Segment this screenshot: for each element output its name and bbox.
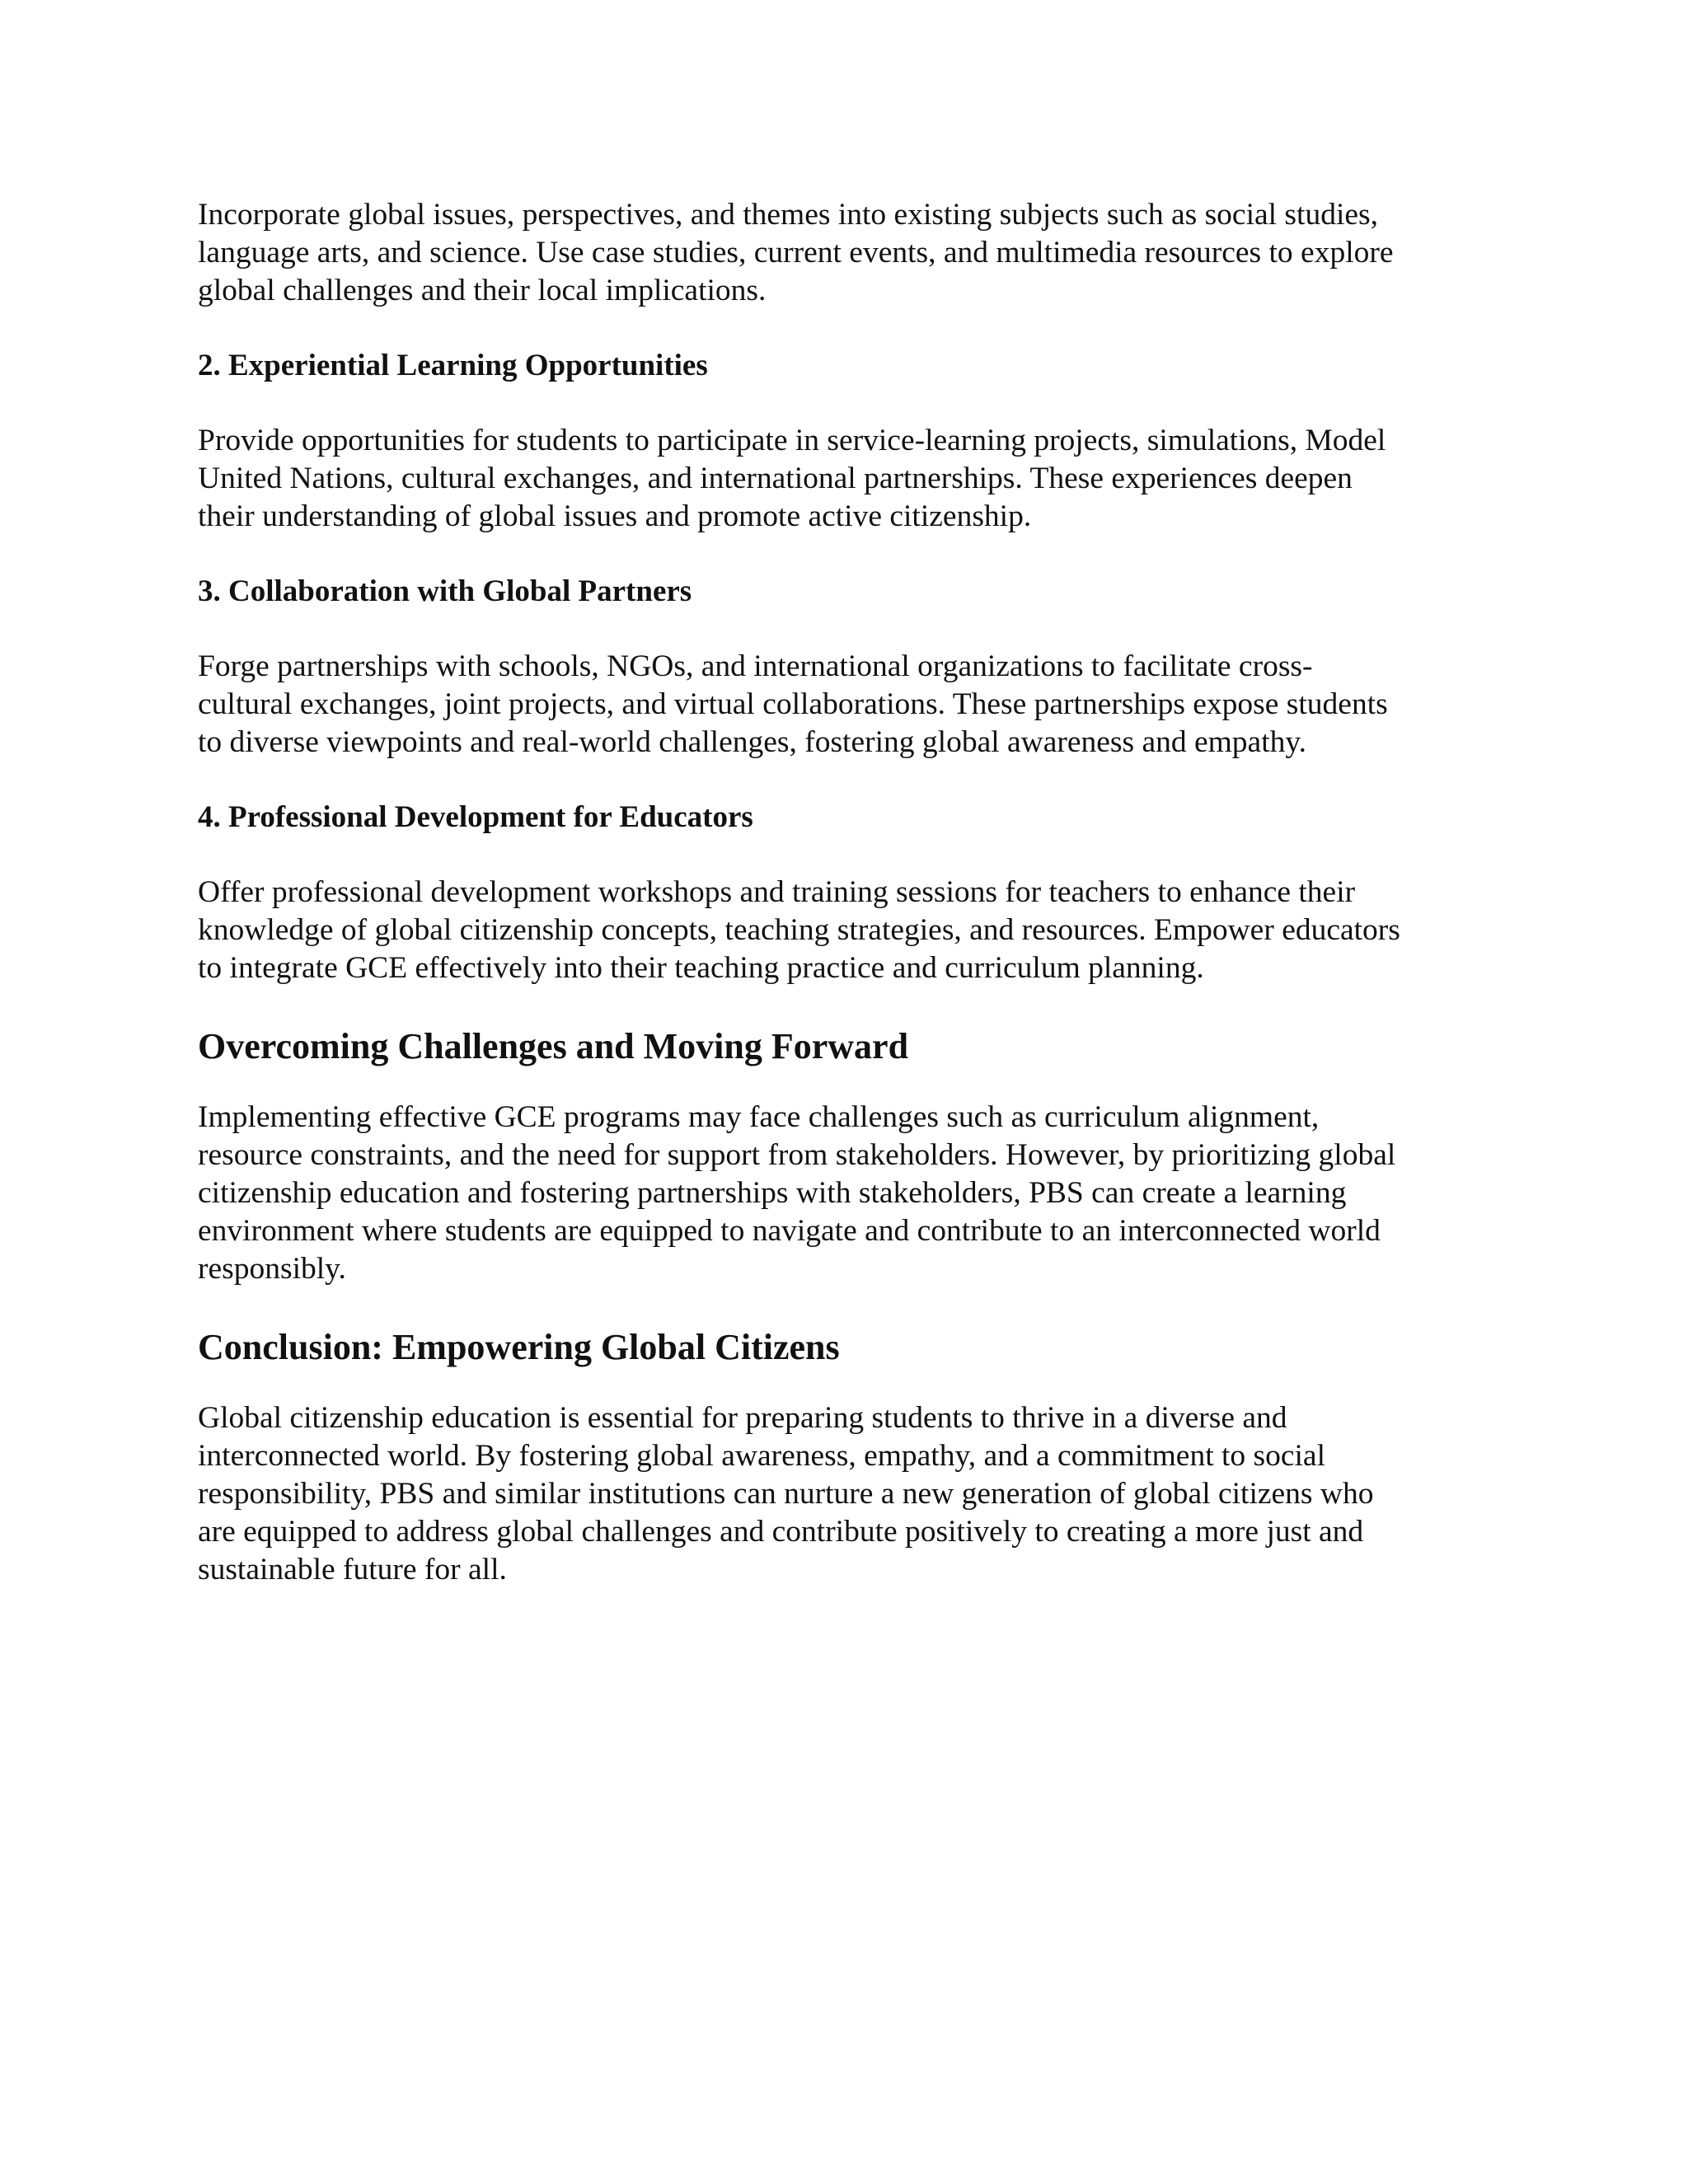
strategy-body-global-partners: Forge partnerships with schools, NGOs, and international organizations to facilitate cross- cultural exchanges, joint projects, and virtual collaborations. These partnerships expose students to diverse viewpoints and real-world challenges, fostering global awareness and empathy. [198, 649, 1388, 759]
strategy-heading-global-partners: 3. Collaboration with Global Partners [198, 574, 692, 608]
document-page [198, 196, 1500, 1589]
section-title-conclusion: Conclusion: Empowering Global Citizens [198, 1327, 840, 1367]
strategy-body-professional-development: Offer professional development workshops and training sessions for teachers to enhance their knowledge of global citizenship concepts, teaching strategies, and resources. Empower educators to integrate GCE effectively into their teaching practice and curriculum planning. [198, 875, 1400, 985]
strategy-heading-experiential-learning: 2. Experiential Learning Opportunities [198, 349, 708, 382]
section-body-conclusion: Global citizenship education is essential for preparing students to thrive in a diverse and interconnected world. By fostering global awareness, empathy, and a commitment to social responsibility, PBS and similar institutions can nurture a new generation of global citizens who are equipped to address global challenges and contribute positively to creating a more just and sustainable future for all. [198, 1401, 1374, 1586]
intro-paragraph: Incorporate global issues, perspectives, and themes into existing subjects such as social studies, language arts, and science. Use case studies, current events, and multimedia resources to explore global challenges and their local implications. [198, 198, 1394, 307]
strategy-heading-professional-development: 4. Professional Development for Educators [198, 800, 753, 834]
section-body-overcoming-challenges: Implementing effective GCE programs may face challenges such as curriculum alignment, resource constraints, and the need for support from stakeholders. However, by prioritizing global citizenship education and fostering partnerships with stakeholders, PBS can create a learning environment where students are equipped to navigate and contribute to an interconnected world responsibly. [198, 1100, 1396, 1286]
section-title-overcoming-challenges: Overcoming Challenges and Moving Forward [198, 1026, 909, 1066]
strategy-body-experiential-learning: Provide opportunities for students to participate in service-learning projects, simulations, Model United Nations, cultural exchanges, and international partnerships. These experiences deepen their understanding of global issues and promote active citizenship. [198, 424, 1386, 533]
